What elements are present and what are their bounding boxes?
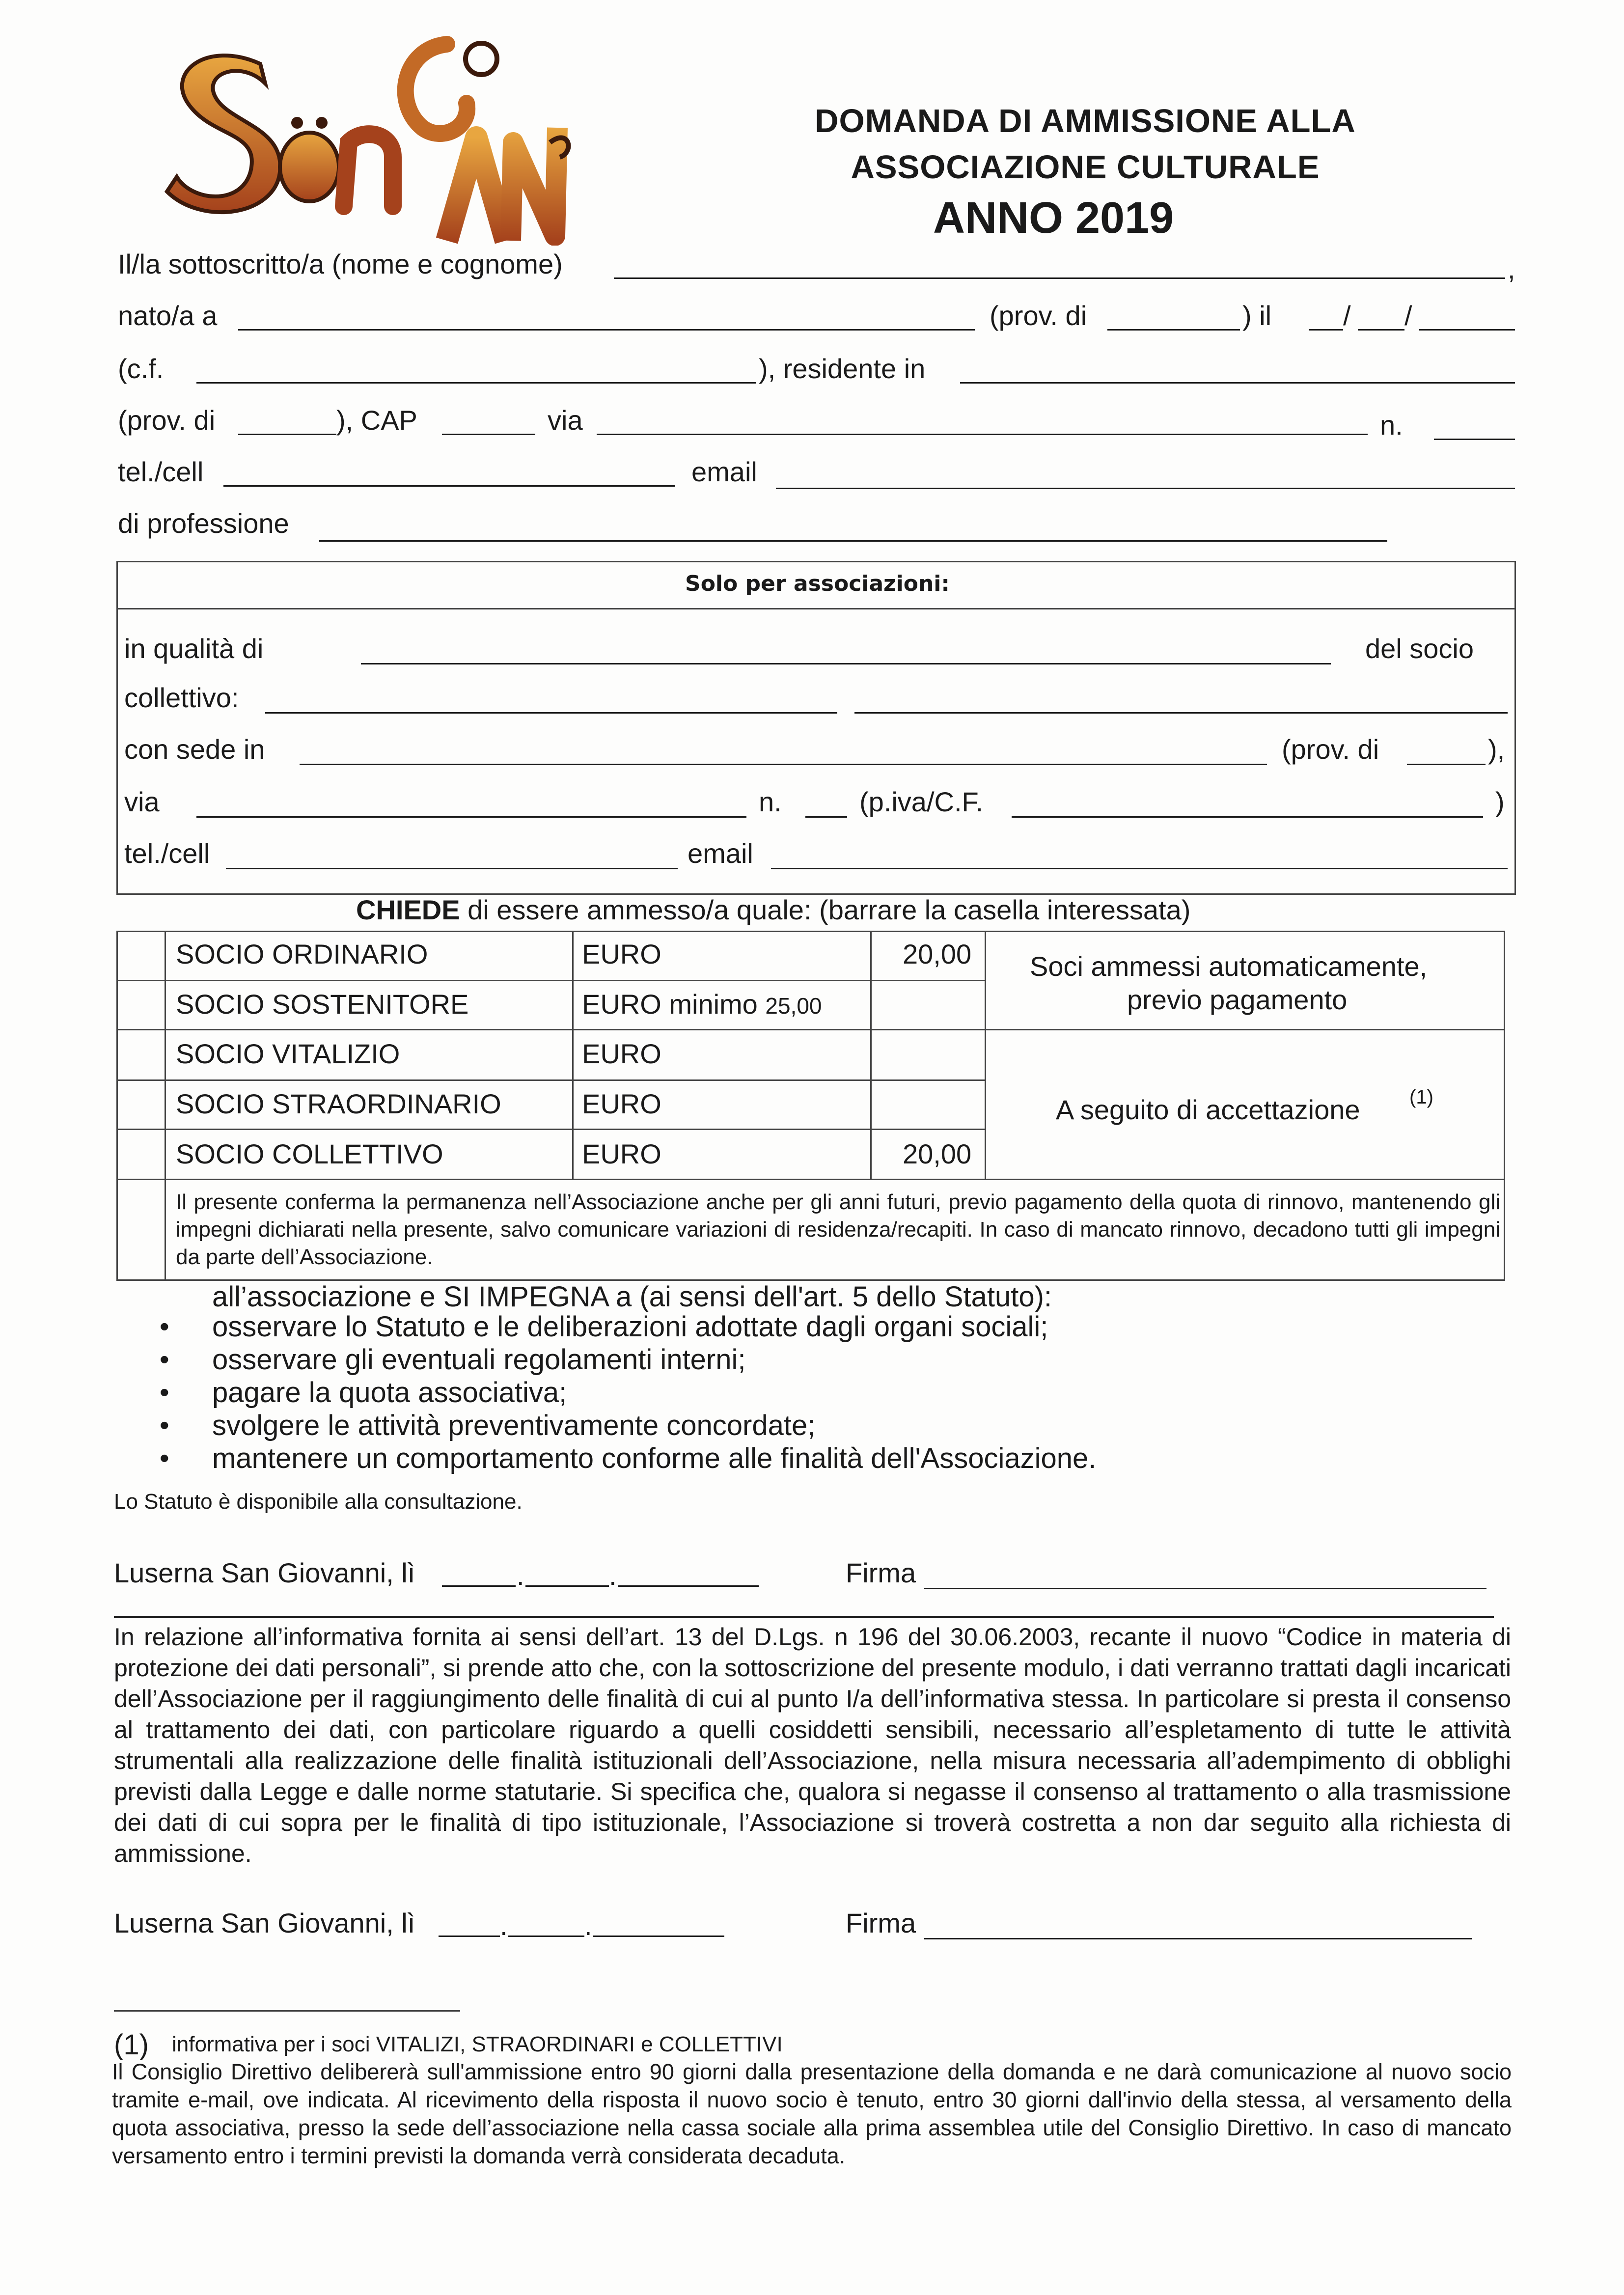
- table-row-currency: EURO: [582, 1138, 661, 1169]
- section-separator: [114, 1616, 1494, 1618]
- assoc-n-field[interactable]: [805, 816, 847, 818]
- cf-field[interactable]: [196, 382, 756, 384]
- table-row-type: SOCIO SOSTENITORE: [176, 989, 469, 1020]
- date-sep-2: /: [1404, 300, 1412, 331]
- signature2-field[interactable]: [924, 1938, 1472, 1939]
- bullet-icon: •: [160, 1442, 169, 1473]
- bullet-icon: •: [160, 1344, 169, 1375]
- signature1-dot-2: .: [609, 1560, 617, 1591]
- profession-field[interactable]: [319, 540, 1387, 542]
- birth-year-field[interactable]: [1419, 329, 1515, 331]
- sede-prov-close: ),: [1488, 734, 1505, 765]
- house-number-label: n.: [1380, 410, 1403, 441]
- signature1-day-field[interactable]: [442, 1585, 516, 1587]
- acceptance-ref: (1): [1409, 1086, 1433, 1108]
- checkbox-straordinario[interactable]: [118, 1081, 164, 1128]
- assoc-tel-label: tel./cell: [124, 838, 210, 869]
- request-text: di essere ammesso/a quale: (barrare la casella interessata): [460, 894, 1191, 925]
- assoc-tel-field[interactable]: [226, 868, 678, 869]
- signature1-field[interactable]: [924, 1588, 1486, 1589]
- via-field[interactable]: [597, 434, 1368, 435]
- name-field[interactable]: [614, 277, 1505, 279]
- bullet-icon: •: [160, 1377, 169, 1408]
- assoc-via-field[interactable]: [196, 816, 746, 818]
- cap-label: ), CAP: [336, 405, 417, 436]
- signature2-year-field[interactable]: [593, 1936, 724, 1937]
- sede-prov-label: (prov. di: [1282, 734, 1379, 765]
- footnote-text: Il Consiglio Direttivo delibererà sull'ammissione entro 90 giorni dalla presentazione della domanda e ne darà comunicazione al nuovo socio tramite e-mail, ove indicata. Al ricevimento della risposta il nuovo socio è tenuto, entro 30 giorni dall'invio della stessa, al versamento della quota associativa, presso la sede dell’associazione nella cassa sociale alla prima assemblea utile del Consiglio Direttivo. In caso di mancato versamento entro i termini previsti la domanda verrà considerata decaduta.: [112, 2059, 1512, 2168]
- table-row-amount: 20,00: [903, 1138, 972, 1169]
- cf-label: (c.f.: [118, 353, 164, 384]
- birth-prov-label: (prov. di: [990, 300, 1087, 331]
- table-row-currency: EURO: [582, 939, 661, 969]
- signature1-firma-label: Firma: [846, 1557, 916, 1588]
- birth-prov-field[interactable]: [1107, 329, 1240, 331]
- chiede-label: CHIEDE: [356, 894, 460, 925]
- table-row-type: SOCIO COLLETTIVO: [176, 1138, 443, 1169]
- assoc-email-field[interactable]: [771, 868, 1508, 869]
- logo-graphic: [147, 29, 579, 246]
- collettivo-field-1[interactable]: [265, 712, 837, 714]
- res-prov-field[interactable]: [238, 434, 336, 435]
- piva-close: ): [1495, 786, 1505, 817]
- sede-prov-field[interactable]: [1407, 764, 1486, 765]
- logo: [147, 29, 579, 246]
- house-number-field[interactable]: [1434, 439, 1515, 440]
- resident-label: ), residente in: [759, 353, 926, 384]
- checkbox-sostenitore[interactable]: [118, 981, 164, 1028]
- signature1-month-field[interactable]: [525, 1585, 609, 1587]
- signature2-place: Luserna San Giovanni, lì: [114, 1908, 415, 1938]
- bullet-icon: •: [160, 1311, 169, 1342]
- name-label: Il/la sottoscritto/a (nome e cognome): [118, 249, 563, 279]
- tel-label: tel./cell: [118, 456, 204, 487]
- header-year: ANNO 2019: [933, 194, 1174, 243]
- birth-day-field[interactable]: [1309, 329, 1343, 331]
- assoc-email-label: email: [688, 838, 753, 869]
- name-comma: ,: [1508, 253, 1515, 284]
- table-row-line-1: [116, 980, 986, 981]
- via-label: via: [548, 405, 583, 436]
- table-col-checkbox-line: [165, 931, 166, 1281]
- signature1-dot-1: .: [517, 1560, 524, 1591]
- table-col-type-line: [572, 931, 574, 1179]
- del-socio-label: del socio: [1365, 633, 1474, 664]
- birth-date-label: ) il: [1242, 300, 1272, 331]
- table-row-line-5: [116, 1179, 1505, 1180]
- signature1-year-field[interactable]: [618, 1585, 759, 1587]
- signature2-firma-label: Firma: [846, 1908, 916, 1938]
- collettivo-field-2[interactable]: [854, 712, 1508, 714]
- signature1-place: Luserna San Giovanni, lì: [114, 1557, 415, 1588]
- checkbox-collettivo[interactable]: [118, 1130, 164, 1178]
- minimum-amount: 25,00: [765, 993, 822, 1019]
- request-line: [356, 894, 1190, 926]
- signature2-dot-1: .: [500, 1910, 508, 1941]
- renewal-text: Il presente conferma la permanenza nell’Associazione anche per gli anni futuri, previo pagamento della quota di rinnovo, mantenendo gli impegni dichiarati nella presente, salvo comunicare variazioni di residenza/recapiti. In caso di mancato rinnovo, decadono tutti gli impegni da parte dell’Associazione.: [176, 1190, 1500, 1269]
- associations-title: Solo per associazioni:: [685, 571, 950, 596]
- footnote-separator: [114, 2010, 460, 2012]
- qualita-field[interactable]: [361, 663, 1331, 664]
- table-row-line-2: [116, 1029, 1505, 1030]
- commitments-intro: all’associazione e SI IMPEGNA a (ai sensi dell'art. 5 dello Statuto):: [212, 1281, 1052, 1313]
- piva-field[interactable]: [1012, 816, 1483, 818]
- assoc-via-label: via: [124, 786, 160, 817]
- email-field[interactable]: [776, 488, 1515, 489]
- table-row-amount: 20,00: [903, 939, 972, 969]
- table-col-currency-line: [870, 931, 872, 1179]
- auto-admission-note-2: previo pagamento: [1127, 984, 1348, 1015]
- assoc-n-label: n.: [759, 786, 782, 817]
- statute-note: Lo Statuto è disponibile alla consultazione.: [114, 1490, 523, 1514]
- currency-minimo: EURO minimo: [582, 989, 758, 1020]
- email-label: email: [691, 456, 757, 487]
- table-row-type: SOCIO STRAORDINARIO: [176, 1088, 501, 1119]
- tel-field[interactable]: [223, 485, 675, 487]
- acceptance-note: A seguito di accettazione: [1056, 1094, 1360, 1125]
- auto-admission-note-1: Soci ammessi automaticamente,: [1030, 951, 1428, 982]
- piva-label: (p.iva/C.F.: [859, 786, 984, 817]
- sede-field[interactable]: [300, 764, 1267, 765]
- born-label: nato/a a: [118, 300, 218, 331]
- header-line-2: ASSOCIAZIONE CULTURALE: [851, 149, 1320, 186]
- signature2-day-field[interactable]: [439, 1936, 500, 1937]
- qualita-label: in qualità di: [124, 633, 264, 664]
- cap-field[interactable]: [442, 434, 535, 435]
- table-row-type: SOCIO VITALIZIO: [176, 1038, 400, 1069]
- header-line-1: DOMANDA DI AMMISSIONE ALLA: [815, 103, 1356, 139]
- table-row-line-4: [116, 1129, 986, 1130]
- privacy-text: In relazione all’informativa fornita ai sensi dell’art. 13 del D.Lgs. n 196 del 30.06.2003, recante il nuovo “Codice in materia di protezione dei dati personali”, si prende atto che, con la sottoscrizione del presente modulo, i dati verranno trattati dagli incaricati dell’Associazione per il raggiungimento delle finalità di cui al punto I/a dell’informativa stessa. In particolare si presta il consenso al trattamento dei dati, con particolare riguardo a quelli cosiddetti sensibili, necessario all’espletamento di tutte le attività strumentali alla realizzazione delle finalità istituzionali dell’Associazione, nella misura necessaria all’adempimento di obblighi previsti dalla Legge e dalle norme statutarie. Si specifica che, qualora si negasse il consenso al trattamento o alla trasmissione dei dati di cui sopra per le finalità di tipo istituzionale, l’Associazione si troverà costretta a non dar seguito alla richiesta di ammissione.: [114, 1623, 1511, 1867]
- associations-divider: [116, 608, 1516, 609]
- date-sep-1: /: [1343, 300, 1351, 331]
- table-row-currency: EURO: [582, 1088, 661, 1119]
- table-row-type: SOCIO ORDINARIO: [176, 939, 428, 969]
- footnote-title: informativa per i soci VITALIZI, STRAORDINARI e COLLETTIVI: [172, 2032, 783, 2056]
- table-row-currency: [582, 988, 822, 1020]
- birth-month-field[interactable]: [1358, 329, 1404, 331]
- table-row-line-3: [116, 1079, 986, 1081]
- sede-label: con sede in: [124, 734, 265, 765]
- table-col-amount-line: [985, 931, 986, 1179]
- signature2-dot-2: .: [584, 1910, 592, 1941]
- res-prov-label: (prov. di: [118, 405, 216, 436]
- checkbox-vitalizio[interactable]: [118, 1030, 164, 1079]
- checkbox-ordinario[interactable]: [118, 932, 164, 979]
- signature2-month-field[interactable]: [508, 1936, 584, 1937]
- associations-box: [116, 561, 1516, 895]
- birthplace-field[interactable]: [238, 329, 975, 331]
- profession-label: di professione: [118, 508, 289, 539]
- footnote-ref: (1): [114, 2029, 149, 2061]
- collettivo-label: collettivo:: [124, 682, 239, 713]
- bullet-icon: •: [160, 1410, 169, 1440]
- residence-field[interactable]: [960, 382, 1515, 384]
- table-row-currency: EURO: [582, 1038, 661, 1069]
